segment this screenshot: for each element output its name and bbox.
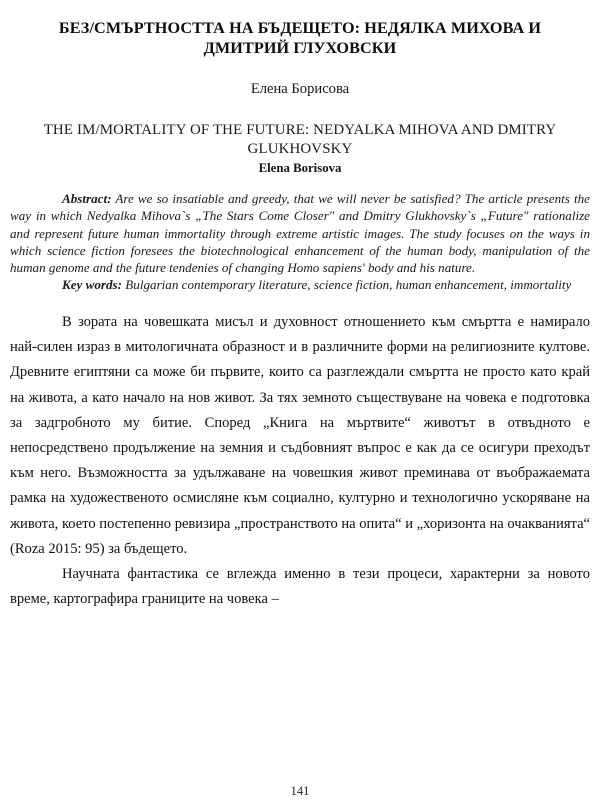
article-title-english: THE IM/MORTALITY OF THE FUTURE: NEDYALKA MIHOVA AND DMITRY GLUKHOVSKY — [43, 122, 557, 158]
abstract-section — [0, 190, 600, 292]
abstract-label: Abstract: — [62, 191, 112, 207]
keywords-paragraph — [10, 276, 590, 293]
article-author-english: Elena Borisova — [258, 161, 342, 176]
article-title-bulgarian: БЕЗ/СМЪРТНОСТТА НА БЪДЕЩЕТО: НЕДЯЛКА МИХОВА И ДМИТРИЙ ГЛУХОВСКИ — [58, 18, 542, 58]
body-paragraph-2: Научната фантастика се вглежда именно в тези процеси, характерни за новото време, картографира границите на човека – — [10, 566, 590, 608]
article-author-bulgarian: Елена Борисова — [250, 80, 350, 97]
body-paragraph-1: В зората на човешката мисъл и духовност отношението към смъртта е намирало най-силен израз в митологичната образност и в различните форми на религиозните култове. Древните египтяни са може би първите, които са разглеждали смъртта не просто като край на живота, а като начало на нов живот. За тях земното съществуване на човека е подготовка за задгробното му битие. Според „Книга на мъртвите“ животът в отвъдното е непосредствено продължение на земния и съдбовният въпрос е как да се осигури преходът към него. Възможността за удължаване на човешкия живот преминава от въображаемата рамка на художественото осмисляне към социално, културно и технологично ускоряване на живота, което постепенно ревизира „пространството на опита“ и „хоризонта на очакванията“ (Roza 2015: 95) за бъдещето. — [10, 313, 590, 557]
abstract-text: Are we so insatiable and greedy, that we will never be satisfied? The article presents the way in which Nedyalka Mihova`s „The Stars Come Closer" and Dmitry Glukhovsky`s „Future" rationalize and represent future human immortality through extreme artistic images. The study focuses on the ways in which science fiction foresees the biotechnological enhancement of the human body, manipulation of the human genome and the future tendenies of changing Homo sapiens' body and his nature. — [10, 191, 590, 275]
keywords-text: Bulgarian contemporary literature, science fiction, human enhancement, immortality — [122, 276, 572, 292]
document-page — [0, 11, 600, 811]
page-number: 141 — [290, 783, 310, 798]
abstract-paragraph — [10, 190, 590, 275]
keywords-label: Key words: — [62, 276, 123, 292]
body-section — [0, 310, 600, 613]
